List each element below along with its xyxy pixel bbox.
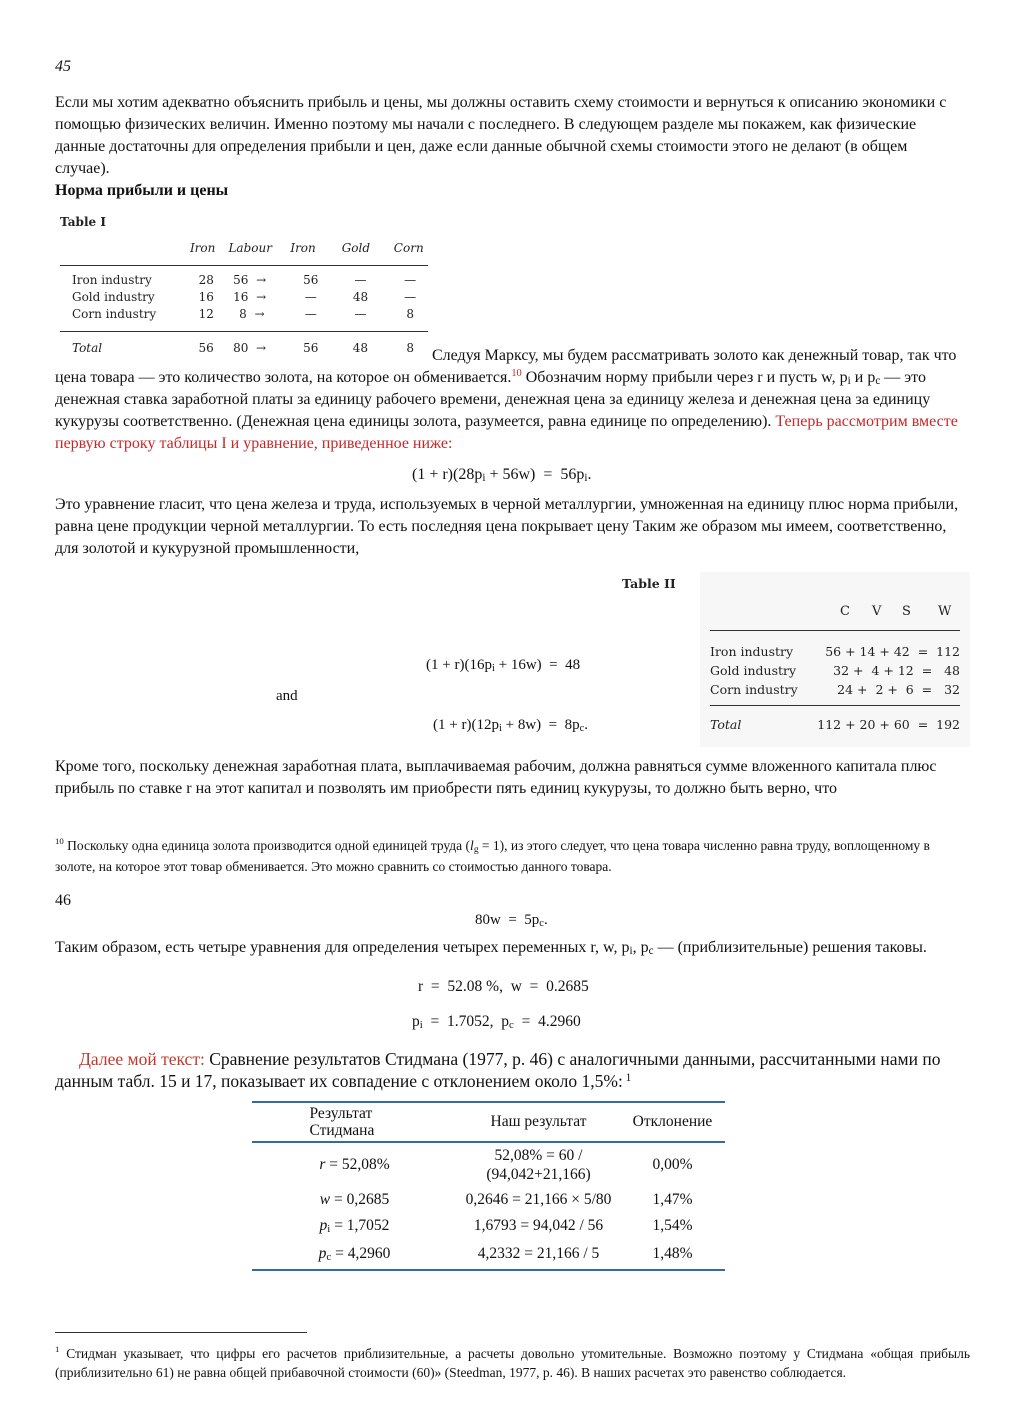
solution-1: r = 52.08 %, w = 0.2685	[418, 978, 589, 995]
table-2	[622, 572, 970, 747]
text: l	[470, 838, 474, 853]
cell-steedman	[252, 1187, 457, 1213]
cell-steedman	[252, 1143, 457, 1187]
highlighted-text: Теперь рассмотрим вместе первую строку таблицы I и уравнение, приведенное ниже:	[55, 413, 958, 452]
text: + 56w) = 56p	[485, 466, 585, 483]
footnote-1	[55, 1344, 970, 1382]
row-formula: 112 + 20 + 60 = 192	[817, 717, 960, 732]
cell: 48	[352, 289, 369, 304]
sup: 10	[55, 836, 64, 846]
cell: —	[354, 272, 367, 287]
cell: 56	[303, 272, 319, 287]
arrow-icon: →	[256, 272, 267, 287]
cell: —	[354, 306, 367, 321]
cell: —	[304, 306, 317, 321]
equation-3	[433, 717, 588, 734]
row-label: Iron industry	[710, 644, 794, 659]
arrow-icon: →	[256, 340, 267, 355]
table-row	[710, 642, 960, 661]
cell-steedman	[252, 1213, 457, 1239]
cell-ours	[457, 1143, 620, 1187]
comparison-table-grid	[252, 1103, 725, 1141]
comparison-table	[252, 1101, 725, 1271]
cell: 8	[406, 340, 414, 355]
cell: 56	[198, 340, 214, 355]
cell	[223, 305, 289, 322]
comparison-body	[252, 1143, 725, 1269]
footnote-10	[55, 835, 970, 877]
table-1-col-labour: Labour	[228, 240, 272, 255]
row-label: Gold industry	[710, 663, 797, 678]
comparison-header-row	[252, 1103, 725, 1141]
row-formula: 56 + 14 + 42 = 112	[825, 644, 960, 659]
sub: c	[648, 945, 654, 957]
text: .	[587, 466, 592, 483]
arrow-icon: →	[254, 306, 265, 321]
footnote-ref-10[interactable]: 10	[511, 368, 522, 379]
text: Поскольку одна единица золота производится одной единицей труда (	[63, 838, 471, 853]
and-word: and	[276, 688, 298, 704]
sub: c	[509, 1019, 514, 1031]
text: = 4.2960	[513, 1013, 581, 1030]
equation-4	[475, 912, 548, 929]
cell: 28	[198, 272, 214, 287]
paragraph-3: Это уравнение гласит, что цена железа и труда, используемых в черной металлургии, умноженная на единицу плюс норма прибыли, равна цене продукции черной металлургии. То есть последняя цена покрывает цену Таким же образом мы имеем, соответственно, для золотой и кукурузной промышленности,	[55, 496, 959, 557]
table-1-header	[60, 239, 432, 256]
cell: —	[304, 289, 317, 304]
paragraph-2-lead: Следуя Марксу, мы будем рассматривать золото как денежный товар, так что цена товара — это количество золота, на которое он обменивается.	[55, 347, 957, 386]
sub: c	[326, 1251, 332, 1263]
cell-labour: 8	[239, 306, 247, 321]
cell: 12	[198, 306, 214, 321]
text: и p	[850, 369, 876, 386]
table-1-col-iron: Iron	[189, 240, 216, 255]
table-row	[60, 271, 432, 288]
table-1-col-corn: Corn	[393, 240, 424, 255]
text: 52,08% = 60 / (94,042+21,166)	[486, 1147, 591, 1183]
table-1-col-iron-out: Iron	[290, 240, 316, 255]
cell: 16	[198, 289, 214, 304]
sub: g	[473, 845, 479, 855]
col-steedman	[252, 1103, 457, 1141]
sub: i	[847, 375, 851, 387]
text: + 8w) = 8p	[501, 717, 580, 733]
page-number-46: 46	[55, 892, 71, 909]
section-heading: Норма прибыли и цены	[55, 182, 229, 199]
row-label: Total	[710, 717, 742, 732]
text: 80w = 5p	[475, 912, 540, 928]
sub: c	[579, 723, 585, 734]
header-text: Результат Стидмана	[309, 1105, 375, 1139]
sub: i	[491, 663, 495, 674]
text: (1 + r)(28p	[412, 466, 483, 483]
solution-2	[412, 1013, 581, 1031]
table-row	[710, 661, 960, 680]
cell-ours: 0,2646 = 21,166 × 5/80	[465, 1191, 612, 1208]
text: = 4,2960	[331, 1245, 391, 1262]
cell-deviation: 1,47%	[652, 1191, 693, 1208]
cell: —	[404, 289, 417, 304]
cell-labour: 80	[233, 340, 249, 355]
text: = 52,08%	[325, 1156, 390, 1173]
row-label: Gold industry	[72, 289, 155, 304]
table-2-col-c: C	[840, 604, 850, 619]
table-2-title: Table II	[622, 576, 676, 591]
text: (1 + r)(12p	[433, 717, 499, 733]
table-1-col-gold: Gold	[341, 240, 371, 255]
cell-labour: 56	[233, 272, 249, 287]
equation-1	[412, 466, 592, 484]
cell: 48	[352, 340, 369, 355]
text: w	[319, 1191, 331, 1208]
sub: i	[482, 472, 486, 484]
table-row	[710, 680, 960, 699]
text: .	[543, 912, 548, 928]
text: p	[319, 1217, 328, 1234]
cell	[223, 288, 289, 305]
table-2-col-s: S	[902, 604, 911, 619]
table-1-body	[60, 271, 432, 322]
table-1	[60, 215, 432, 365]
text: = 1.7052, p	[422, 1013, 510, 1030]
cell-ours: 1,6793 = 94,042 / 56	[473, 1217, 604, 1234]
sub: i	[419, 1019, 423, 1031]
table-2-col-v: V	[872, 604, 882, 619]
text: p	[412, 1013, 420, 1030]
text: , p	[632, 939, 649, 956]
cell-ours: 4,2332 = 21,166 / 5	[477, 1245, 600, 1262]
page-number: 45	[55, 58, 71, 75]
cell-labour: 16	[233, 289, 249, 304]
cell-steedman	[252, 1239, 457, 1269]
footnote-separator	[55, 1332, 307, 1333]
text: Стидман указывает, что цифры его расчетов приблизительные, а расчеты довольно утомительные. Возможно поэтому у Стидмана «общая прибыль (приблизительно 61) не равна общей прибавочной стоимости (60)» (Steedman, 1977, p. 46). В наших расчетах это равенство соблюдается.	[55, 1346, 970, 1380]
text: Обозначим норму прибыли через r и пусть w, p	[521, 369, 848, 386]
paragraph-2	[55, 345, 960, 455]
cell-deviation: 0,00%	[652, 1156, 693, 1173]
cell-deviation: 1,54%	[652, 1217, 693, 1234]
table-row	[60, 305, 432, 322]
table-2-col-w: W	[938, 604, 952, 619]
col-deviation: Отклонение	[632, 1113, 713, 1130]
text: = 1,7052	[330, 1217, 390, 1234]
table-row	[252, 1187, 725, 1213]
text: p	[318, 1245, 327, 1262]
text: = 0,2685	[330, 1191, 390, 1208]
sub: i	[584, 472, 588, 484]
intro-paragraph: Если мы хотим адекватно объяснить прибыль и цены, мы должны оставить схему стоимости и вернуться к описанию экономики с помощью физических величин. Именно поэтому мы начали с последнего. В следующем разделе мы покажем, как физические данные достаточны для определения прибыли и цен, даже если данные обычной схемы стоимости этого не делают (в общем случае).	[55, 94, 947, 177]
row-label: Iron industry	[72, 272, 152, 287]
text: (1 + r)(16p	[426, 657, 492, 673]
table-row	[252, 1239, 725, 1269]
sub: i	[629, 945, 633, 957]
arrow-icon: →	[256, 289, 267, 304]
text: — это денежная ставка заработной платы за единицу рабочего времени, денежная цена за единицу железа и денежная цена за единицу кукурузы соответственно. (Денежная цена единицы золота, разумеется, равна единице по определению).	[55, 369, 931, 430]
cell: —	[404, 272, 417, 287]
my-text-lead: Далее мой текст:	[79, 1049, 205, 1069]
text: + 16w) = 48	[494, 657, 581, 673]
text: Сравнение результатов Стидмана (1977, р. 46) с аналогичными данными, рассчитанными нами по данным табл. 15 и 17, показывает их совпадение с отклонением около 1,5%:	[55, 1049, 941, 1091]
cell: 56	[303, 340, 319, 355]
sub: c	[875, 375, 881, 387]
text: — (приблизительные) решения таковы.	[653, 939, 927, 956]
table-1-title: Table I	[60, 215, 106, 229]
sub: i	[327, 1223, 331, 1235]
row-formula: 32 + 4 + 12 = 48	[833, 663, 960, 678]
cell: 8	[406, 306, 414, 321]
footnote-ref-1[interactable]: 1	[622, 1072, 632, 1084]
paragraph-6	[55, 1048, 970, 1092]
row-formula: 24 + 2 + 6 = 32	[837, 682, 960, 697]
row-label: Corn industry	[710, 682, 798, 697]
row-label: Total	[72, 340, 103, 355]
row-label: Corn industry	[72, 306, 157, 321]
text: r	[319, 1156, 326, 1173]
sub: i	[498, 723, 502, 734]
paragraph-4: Кроме того, поскольку денежная заработная плата, выплачиваемая рабочим, должна равняться сумме вложенного капитала плюс прибыль по ставке r на этот капитал и позволять им приобрести пять единиц кукурузы, то должно быть верно, что	[55, 758, 937, 797]
cell-deviation: 1,48%	[652, 1245, 693, 1262]
table-row	[252, 1143, 725, 1187]
table-2-total	[710, 717, 960, 736]
equation-2	[426, 657, 580, 674]
table-row	[252, 1213, 725, 1239]
cell	[223, 271, 289, 288]
paragraph-5	[55, 937, 960, 959]
sup: 1	[55, 1344, 60, 1354]
text: .	[584, 717, 589, 733]
col-ours: Наш результат	[490, 1113, 587, 1130]
table-2-body	[710, 642, 960, 699]
table-row	[60, 288, 432, 305]
text: Таким образом, есть четыре уравнения для определения четырех переменных r, w, p	[55, 939, 630, 956]
sub: c	[539, 918, 544, 929]
text: = 1), из этого следует, что цена товара численно равна труду, воплощенному в золоте, на которое этот товар обменивается. Это можно сравнить со стоимостью данного товара.	[55, 838, 930, 874]
